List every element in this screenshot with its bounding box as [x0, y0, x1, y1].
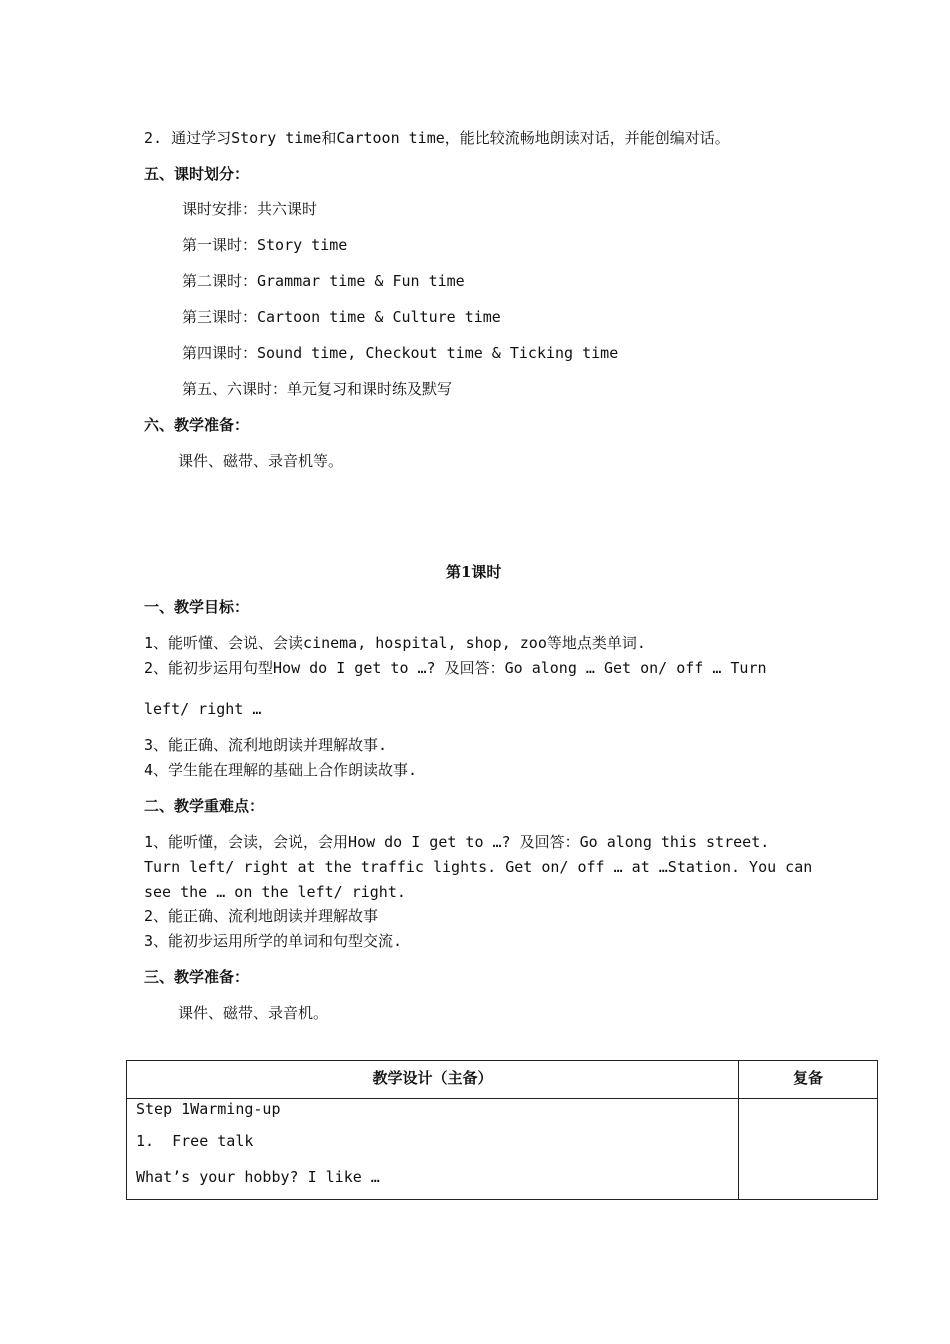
section-5-heading: 五、课时划分：: [144, 165, 250, 183]
key-point-line: 1、能听懂，会读，会说，会用How do I get to …? 及回答：Go along this street.: [144, 833, 770, 851]
goal-line: 3、能正确、流利地朗读并理解故事.: [144, 736, 388, 754]
review-cell: [739, 1099, 878, 1200]
goal-line: left/ right …: [144, 700, 262, 718]
lesson-title: 第1课时: [446, 563, 502, 581]
prep-materials: 课件、磁带、录音机等。: [178, 452, 344, 470]
key-points-heading: 二、教学重难点：: [144, 797, 265, 815]
key-point-line: see the … on the left/ right.: [144, 883, 406, 901]
step-item: What’s your hobby? I like …: [136, 1168, 380, 1186]
step-item: 1. Free talk: [136, 1132, 254, 1150]
schedule-line: 课时安排：共六课时: [182, 200, 318, 218]
step-heading: Step 1Warming-up: [136, 1100, 281, 1118]
schedule-line: 第五、六课时：单元复习和课时练及默写: [182, 380, 453, 398]
goals-heading: 一、教学目标：: [144, 598, 250, 616]
schedule-line: 第二课时：Grammar time & Fun time: [182, 272, 465, 290]
section-6-heading: 六、教学准备：: [144, 416, 250, 434]
prep-text: 课件、磁带、录音机。: [178, 1004, 329, 1022]
schedule-line: 第三课时：Cartoon time & Culture time: [182, 308, 501, 326]
key-point-line: 3、能初步运用所学的单词和句型交流.: [144, 932, 403, 950]
header-review: 复备: [739, 1061, 878, 1099]
goal-line: 1、能听懂、会说、会读cinema, hospital, shop, zoo等地点类单词.: [144, 634, 646, 652]
table-row: [127, 1099, 878, 1200]
prep-heading: 三、教学准备：: [144, 968, 250, 986]
goal-line: 4、学生能在理解的基础上合作朗读故事.: [144, 761, 418, 779]
key-point-line: 2、能正确、流利地朗读并理解故事: [144, 907, 379, 925]
goal-line: 2、能初步运用句型How do I get to …? 及回答：Go along … Get on/ off … Turn: [144, 659, 767, 677]
key-point-line: Turn left/ right at the traffic lights. Get on/ off … at …Station. You can: [144, 858, 813, 876]
schedule-line: 第四课时：Sound time, Checkout time & Ticking time: [182, 344, 619, 362]
design-cell: [127, 1099, 739, 1200]
header-main-design: 教学设计（主备）: [127, 1061, 739, 1099]
goal-item-2: 2. 通过学习Story time和Cartoon time，能比较流畅地朗读对话，并能创编对话。: [144, 129, 730, 147]
lesson-plan-table: [126, 1060, 878, 1200]
schedule-line: 第一课时：Story time: [182, 236, 348, 254]
table-header-row: [127, 1061, 878, 1099]
